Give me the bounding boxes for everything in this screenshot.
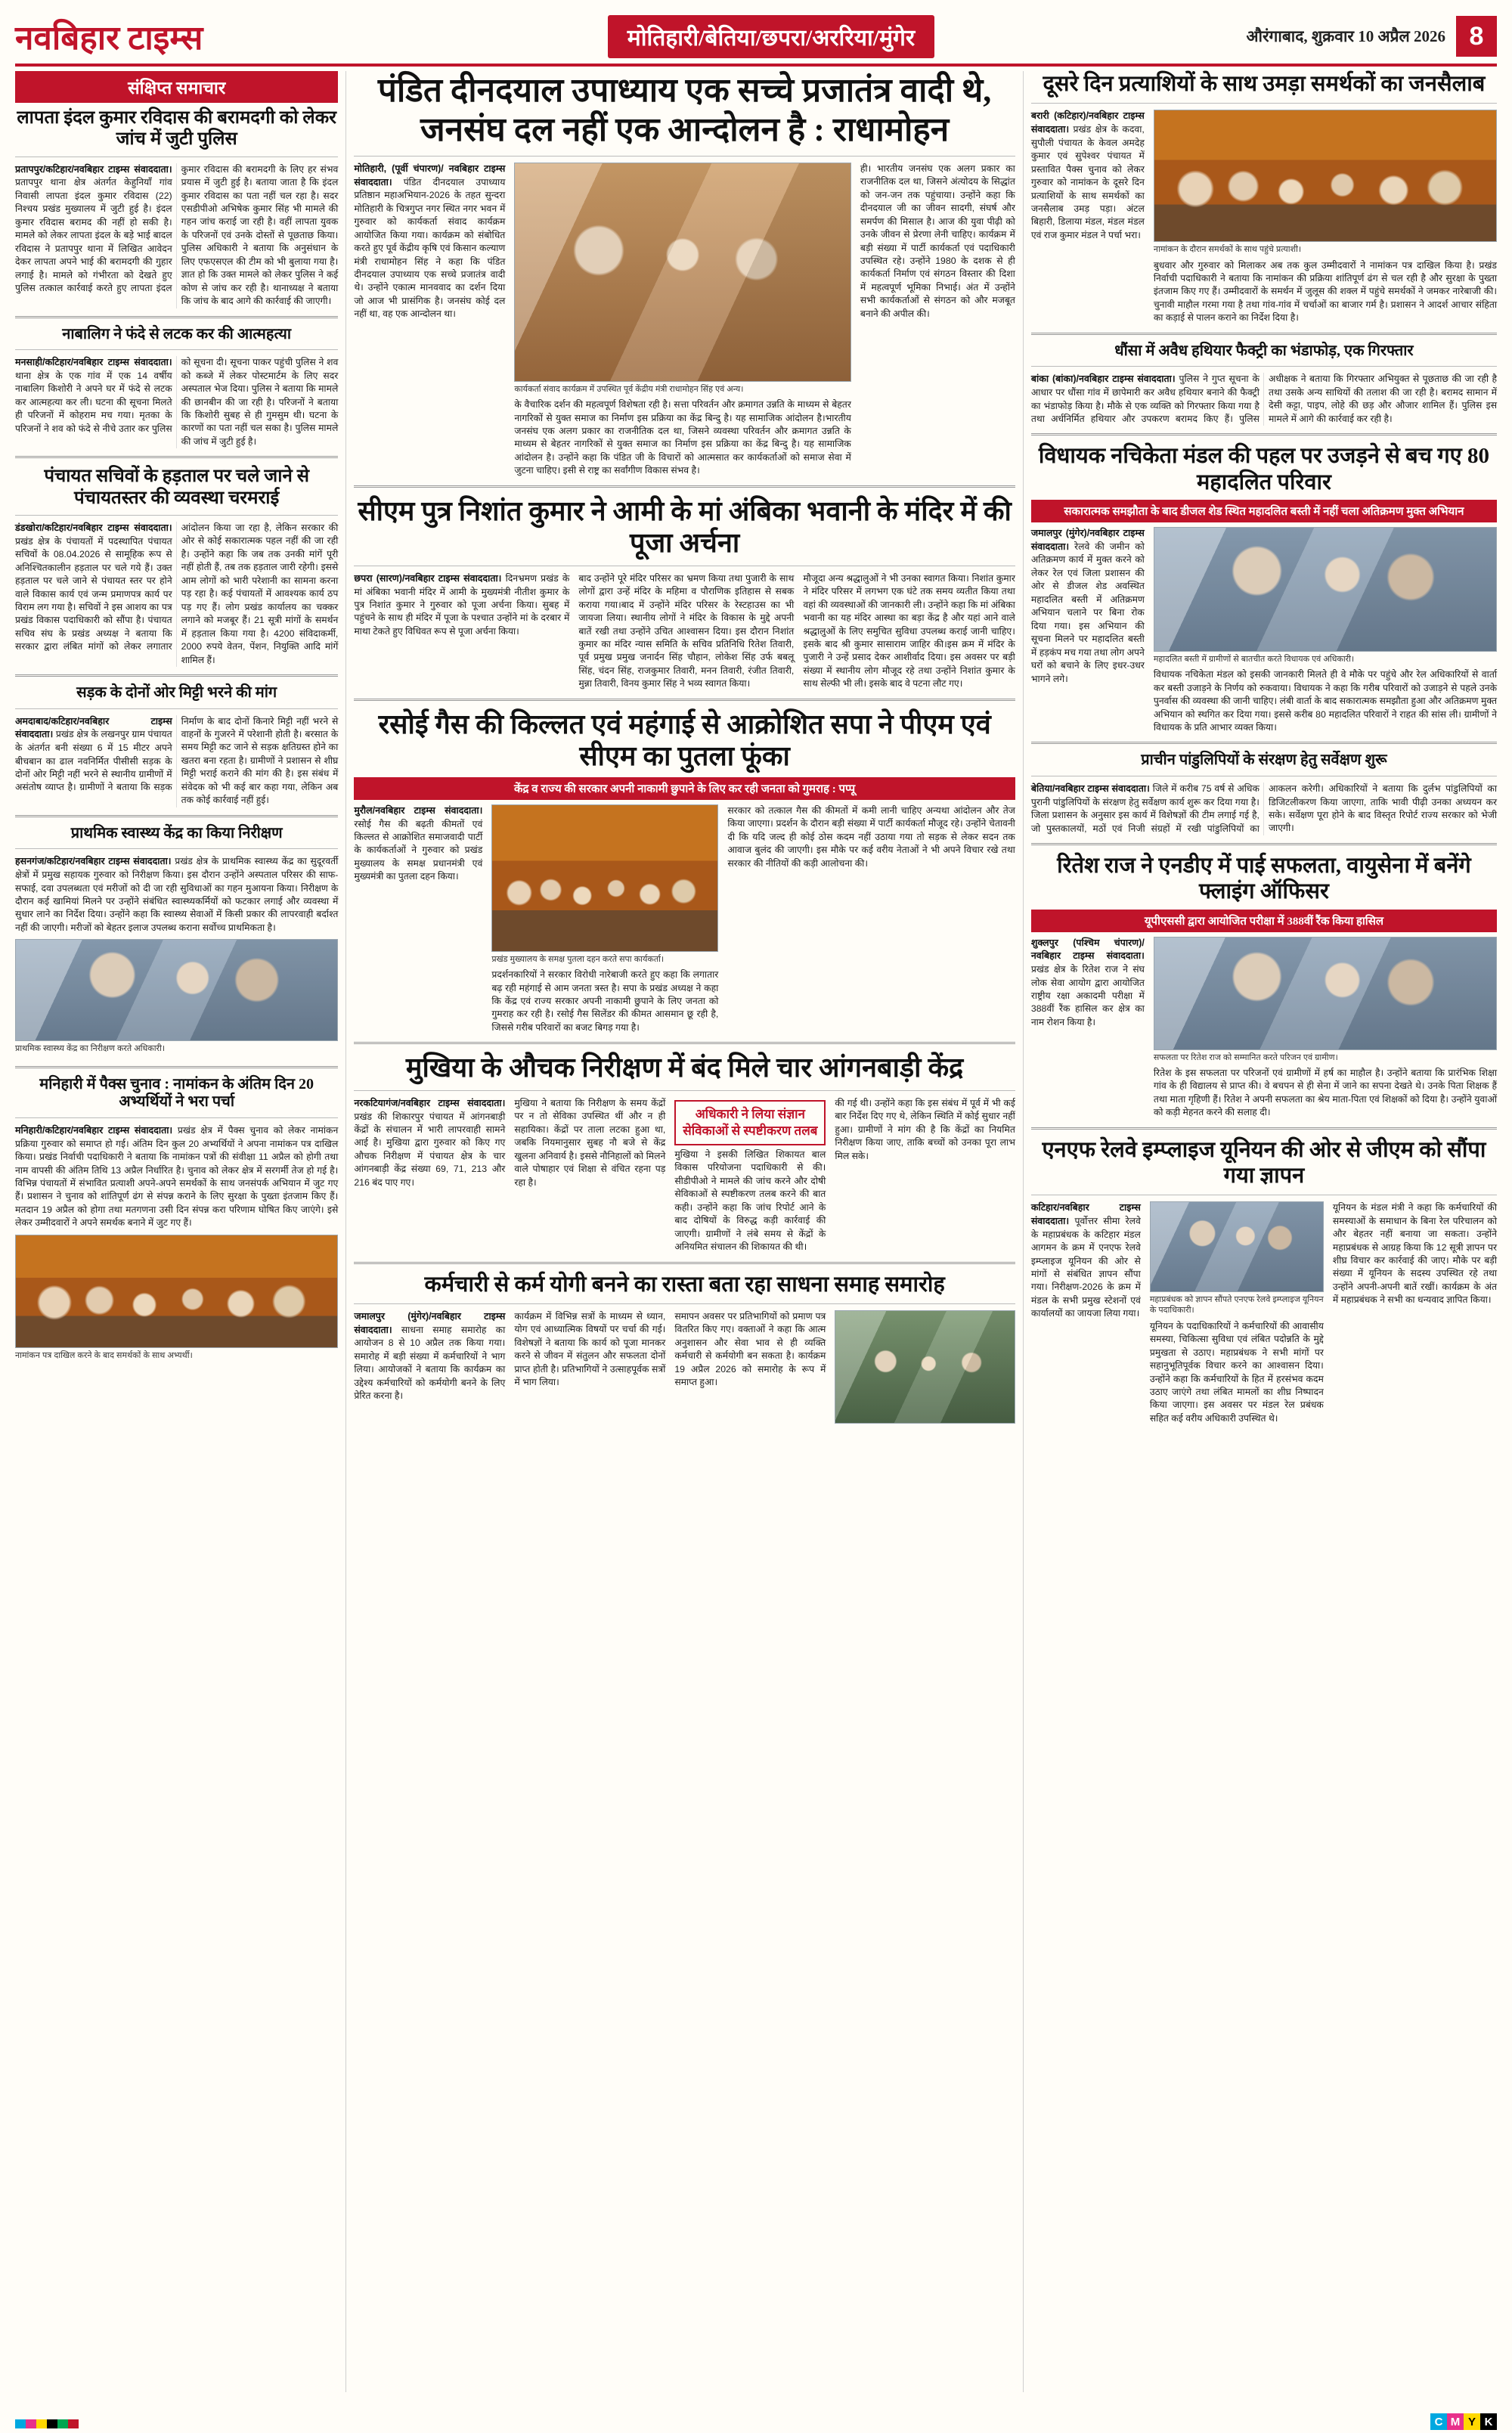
r6-photo-wrap: [1150, 1201, 1324, 1425]
edition-badge: मोतिहारी/बेतिया/छपरा/अररिया/मुंगेर: [608, 15, 934, 58]
photo-caption: महादलित बस्ती में ग्रामीणों से बातचीत करते विधायक एवं अधिकारी।: [1153, 654, 1355, 664]
headline: नाबालिग ने फंदे से लटक कर की आत्महत्या: [62, 325, 292, 342]
article-body-col-3: मुखिया ने इसकी लिखित शिकायत बाल विकास परियोजना पदाधिकारी से की। सीडीपीओ ने मामले की जांच करने और दोषी सेविकाओं से स्पष्टीकरण तलब करने की बात कही। उन्होंने कहा कि जांच रिपोर्ट आने के बाद दोषियों के विरुद्ध कड़ी कार्रवाई की जाएगी। ग्रामीणों ने लंबे समय से केंद्रों के अनियमित संचालन की शिकायत की थी।: [674, 1149, 826, 1253]
headline: प्राथमिक स्वास्थ्य केंद्र का किया निरीक्षण: [70, 824, 283, 841]
byline: बेतिया/नवबिहार टाइम्स संवाददाता।: [1030, 783, 1150, 795]
article-body-col-3: ही। भारतीय जनसंघ एक अलग प्रकार का राजनीतिक दल था, जिसने अंत्योदय के सिद्धांत को जन-जन तक पहुंचाया। उन्होंने कहा कि दीनदयाल जी का जीवन सादगी, संघर्ष और समर्पण की मिसाल है। आज की युवा पीढ़ी को उनके जीवन से प्रेरणा लेनी चाहिए। कार्यक्रम में बड़ी संख्या में पार्टी कार्यकर्ता एवं पदाधिकारी उपस्थित रहे। उन्होंने 1980 के दशक से ही कार्यकर्ता निर्माण एवं संगठन विस्तार की दिशा में महत्वपूर्ण भूमिका निभाई। अंत में उन्होंने सभी कार्यकर्ताओं से संगठन को और मजबूत बनाने की अपील की।: [860, 163, 1015, 319]
article-kicker: केंद्र व राज्य की सरकार अपनी नाकामी छुपाने के लिए कर रही जनता को गुमराह : पप्पू: [354, 777, 1015, 800]
section-banner-brief-news: संक्षिप्त समाचार: [15, 71, 338, 103]
article-body-col-3: यूनियन के मंडल मंत्री ने कहा कि कर्मचारियों की समस्याओं के समाधान के बिना रेल परिचालन को और बेहतर नहीं बनाया जा सकता। उन्होंने महाप्रबंधक से आग्रह किया कि 12 सूत्री ज्ञापन पर शीघ्र विचार कर कार्रवाई की जाए। मौके पर बड़ी संख्या में यूनियन के सदस्य उपस्थित रहे तथा उन्होंने अपनी-अपनी बातें रखीं। कार्यक्रम के अंत में महाप्रबंधक ने सभी का धन्यवाद ज्ञापित किया।: [1332, 1202, 1498, 1306]
byline: हसनगंज/कटिहार/नवबिहार टाइम्स संवाददाता।: [15, 856, 172, 867]
newspaper-logo: नवबिहार टाइम्स: [15, 20, 203, 57]
photo-caption: नामांकन पत्र दाखिल करने के बाद समर्थकों के साथ अभ्यर्थी।: [15, 1350, 193, 1360]
article-body-col-1: [1031, 1201, 1141, 1425]
article-body-col-1: [354, 804, 482, 1035]
article-road-soil-demand: [15, 684, 338, 807]
article-sadhna-samaroh: [354, 1272, 1015, 1424]
article-kicker: सकारात्मक समझौता के बाद डीजल शेड स्थित महादलित बस्ती में नहीं चला अतिक्रमण मुक्त अभियान: [1031, 500, 1497, 522]
cmyk-m: M: [1447, 2413, 1464, 2430]
masthead: [15, 14, 1497, 67]
article-photo: [1150, 1201, 1324, 1292]
headline: सीएम पुत्र निशांत कुमार ने आमी के मां अंबिका भवानी के मंदिर में की पूजा अर्चना: [358, 495, 1012, 559]
body-paragraph: रसोई गैस की बढ़ती कीमतों एवं किल्लत से आक्रोशित समाजवादी पार्टी के कार्यकर्ताओं ने गुरुवार को प्रखंड मुख्यालय के समक्ष प्रधानमंत्री एवं मुख्यमंत्री का पुतला दहन किया।: [354, 818, 483, 882]
article-body-col-1: [1031, 110, 1145, 325]
column-divider: [1023, 71, 1024, 2392]
edition-container: [378, 14, 1164, 59]
body-paragraph: जिले में करीब 75 वर्ष से अधिक पुरानी पांडुलिपियों के संरक्षण हेतु सर्वेक्षण कार्य शुरू कर दिया गया है। जिला प्रशासन के अनुसार इस कार्य में विशेषज्ञों की टीम लगाई गई है, जो पुस्तकालयों, मठों एवं निजी संग्रहों में रखी पांडुलिपियों का आकलन करेगी। अधिकारियों ने बताया कि दुर्लभ पांडुलिपियों का डिजिटलीकरण किया जाएगा, ताकि भावी पीढ़ी उनका अध्ययन कर सके। सर्वेक्षण पूरा होने के बाद विस्तृत रिपोर्ट राज्य सरकार को भेजी जाएगी।: [1030, 783, 1498, 834]
registration-color-bar: [15, 2419, 79, 2428]
lead-photo-wrap: [514, 163, 851, 478]
body-paragraph: प्रतापपुर थाना क्षेत्र अंतर्गत केहुनियाँ गांव निवासी लापता इंदल कुमार रविदास (22) निश्चय प्रखंड मुख्यालय में जुटी हुई है। इंदल कुमार रविदास बरामद की नहीं हो सकी है। मामले को लेकर लापता इंदल के बड़े भाई बादल रविदास ने प्रतापपुर थाना में लिखित आवेदन देकर लापता अपने भाई की बरामदगी की गुहार लगाई है। मामले को गंभीरता को देखते हुए पुलिस तत्काल कार्रवाई करते हुए लापता इंदल कुमार रविदास की बरामदगी के लिए हर संभव प्रयास में जुटी हुई है। बताया जाता है कि इंदल कुमार रविदास का पता नहीं चल रहा है। सदर एसडीपीओ अभिषेक कुमार सिंह भी मामले की गहन जांच कराई जा रही है। वहीं लापता युवक के परिजनों एवं उनके दोस्तों से पूछताछ किया। पुलिस अधिकारी ने बताया कि अनुसंधान के लिए एफएसएल की टीम को भी बुलाया गया है।ज्ञात हो कि उक्त मामले को लेकर पुलिस ने कई कोण से जांच कर रही है। थानाध्यक्ष ने बताया कि जांच के बाद आगे की कार्रवाई की जाएगी।: [15, 163, 339, 307]
article-photo: [1154, 937, 1497, 1050]
byline: बांका (बांका)/नवबिहार टाइम्स संवाददाता।: [1030, 373, 1176, 385]
m3-photo-wrap: [491, 804, 718, 1035]
article-body: [15, 715, 338, 807]
article-body-col-2: यूनियन के पदाधिकारियों ने कर्मचारियों की आवासीय समस्या, चिकित्सा सुविधा एवं लंबित पदोन्नति के मुद्दे प्रमुखता से उठाए। महाप्रबंधक ने सभी मांगों पर सहानुभूतिपूर्वक विचार करने का आश्वासन दिया। उन्होंने कहा कि कर्मचारियों के हित में हरसंभव कदम उठाए जाएंगे तथा लंबित मामलों का शीघ्र निष्पादन किया जाएगा। इस अवसर पर मंडल रेल प्रबंधक सहित कई वरीय अधिकारी उपस्थित थे।: [1149, 1320, 1324, 1424]
article-kicker: यूपीएससी द्वारा आयोजित परीक्षा में 388वीं रैंक किया हासिल: [1031, 910, 1497, 932]
r2-photo-wrap: [1154, 527, 1497, 735]
body-paragraph: दिनभ्रमण प्रखंड के मां अंबिका भवानी मंदिर में आमी के मुख्यमंत्री नीतीश कुमार के पुत्र निशांत कुमार ने गुरुवार को पूजा अर्चना किया। सुबह में पहुंचने के साथ ही मंदिर में पूजा के पश्चात उन्होंने मां के दरबार में माथा टेकते हुए विधिवत रूप से पूजा अर्चना किया।: [354, 572, 570, 637]
body-paragraph: प्रखंड क्षेत्र के प्राथमिक स्वास्थ्य केंद्र का सुदूरवर्ती क्षेत्रों में प्रमुख सहायक गुरुवार को निरीक्षण किया। इस दौरान उन्होंने अस्पताल परिसर की साफ-सफाई, दवा उपलब्धता एवं मरीजों को दी जा रही सुविधाओं का गहन मुआयना किया। निरीक्षण के दौरान कई खामियां मिलने पर उन्होंने संबंधित स्वास्थ्यकर्मियों को फटकार लगाई और व्यवस्था में सुधार लाने का निर्देश दिया। उन्होंने कहा कि स्वास्थ्य सेवाओं में किसी प्रकार की लापरवाही बर्दाश्त नहीं की जाएगी। मरीजों को बेहतर इलाज उपलब्ध कराना सर्वोच्च प्राथमिकता है।: [15, 856, 339, 933]
body-paragraph: साधना समाह समारोह का आयोजन 8 से 10 अप्रैल तक किया गया। समारोह में बड़ी संख्या में कर्मचारियों ने भाग लिया। आयोजकों ने बताया कि कार्यक्रम का उद्देश्य कर्मचारियों को कर्मयोगी बनने के लिए प्रेरित करना है।: [354, 1324, 506, 1402]
masthead-right: [1164, 14, 1497, 59]
body-paragraph: पुलिस ने गुप्त सूचना के आधार पर धौंसा गांव में छापेमारी कर अवैध हथियार बनाने की फैक्ट्री का भंडाफोड़ किया है। मौके से एक व्यक्ति को गिरफ्तार किया गया है तथा अर्धनिर्मित हथियार और उपकरण बरामद किए हैं। पुलिस अधीक्षक ने बताया कि गिरफ्तार अभियुक्त से पूछताछ की जा रही है तथा उसके अन्य साथियों की तलाश की जा रही है। बरामद सामान में देसी कट्टा, पाइप, लोहे की छड़ और औजार शामिल हैं। पुलिस इस मामले में आगे की कार्रवाई कर रही है।: [1030, 373, 1498, 425]
byline: जमालपुर (मुंगेर)/नवबिहार टाइम्स संवाददाता।: [1030, 527, 1145, 552]
photo-caption: नामांकन के दौरान समर्थकों के साथ पहुंचे प्रत्याशी।: [1153, 245, 1302, 255]
r6-body-grid: [1031, 1201, 1497, 1425]
article-photo: [15, 939, 338, 1041]
byline: जमालपुर (मुंगेर)/नवबिहार टाइम्स संवाददाता।: [354, 1310, 506, 1335]
article-photo: [15, 1235, 338, 1348]
article-body: [1031, 783, 1497, 835]
body-paragraph: पूर्वोत्तर सीमा रेलवे के महाप्रबंधक के कटिहार मंडल आगमन के क्रम में एनएफ रेलवे इम्प्लाइज यूनियन की ओर से मांगों से संबंधित ज्ञापन सौंपा गया। निरीक्षण-2026 के क्रम में मंडल के सभी प्रमुख स्टेशनों एवं कार्यालयों का जायजा लिया गया।: [1030, 1215, 1141, 1319]
article-nda-success: [1031, 853, 1497, 1120]
article-minor-suicide: [15, 326, 338, 449]
column-middle: [354, 71, 1015, 2392]
headline: पंडित दीनदयाल उपाध्याय एक सच्चे प्रजातंत्र वादी थे, जनसंघ दल नहीं एक आन्दोलन है : राधामोहन: [377, 72, 992, 148]
body-paragraph: थाना क्षेत्र के एक गांव में एक 14 वर्षीय नाबालिग किशोरी ने अपने घर में फंदे से लटक कर आत्महत्या कर ली। घटना की सूचना मिलते ही परिजनों में कोहराम मच गया। मृतका के परिजनों ने शव को फंदे से नीचे उतार कर पुलिस को सूचना दी। सूचना पाकर पहुंची पुलिस ने शव को कब्जे में लेकर पोस्टमार्टम के लिए सदर अस्पताल भेज दिया। पुलिस ने बताया कि मामले की छानबीन की जा रही है। परिजनों ने बताया कि किशोरी सुबह से ही गुमसुम थी। घटना के कारणों का पता नहीं चल सका है। पुलिस मामले की जांच में जुटी हुई है।: [15, 357, 339, 447]
dateline: औरंगाबाद, शुक्रवार 10 अप्रैल 2026: [1246, 27, 1445, 45]
column-left: [15, 71, 338, 2392]
article-body-col-2: के वैचारिक दर्शन की महत्वपूर्ण विशेषता रही है। सत्ता परिवर्तन और क्रमागत उन्नति के माध्यम से बेहतर नागरिकों से युक्त समाज का निर्माण इस प्रक्रिया का केंद्र बिन्दु है। यह सामाजिक आंदोलन है।भारतीय जनसंघ एक अलग प्रकार का राजनीतिक दल था, जिसने व्यवस्था परिवर्तन और क्रमागत उन्नति के माध्यम से बेहतर नागरिकों से युक्त समाज का निर्माण इस प्रक्रिया का केंद्र बिन्दु है। यह सामाजिक आंदोलन है। उन्होंने कहा कि पंडित जी के विचारों को आत्मसात कर कार्यकर्ताओं को समाज सेवा में जुटना चाहिए। इसी से राष्ट्र का सर्वांगीण विकास संभव है।: [514, 399, 851, 476]
article-body-col-1: [1031, 527, 1145, 735]
article-kicker: अधिकारी ने लिया संज्ञान सेविकाओं से स्पष्टीकरण तलब: [674, 1100, 826, 1145]
headline: पंचायत सचिवों के हड़ताल पर चले जाने से पंचायतस्तर की व्यवस्था चरमराई: [44, 466, 309, 508]
headline: रसोई गैस की किल्लत एवं महंगाई से आक्रोशित सपा ने पीएम एवं सीएम का पुतला फूंका: [378, 708, 991, 772]
byline: नरकटियागंज/नवबिहार टाइम्स संवाददाता।: [354, 1097, 506, 1108]
byline: मोतिहारी, (पूर्वी चंपारण)/ नवबिहार टाइम्स संवाददाता।: [354, 163, 506, 188]
byline: मुरौल/नवबिहार टाइम्स संवाददाता।: [354, 804, 483, 816]
headline: लापता इंदल कुमार रविदास की बरामदगी को लेकर जांच में जुटी पुलिस: [17, 108, 336, 150]
article-candidates-rally: [1031, 71, 1497, 325]
column-right: [1031, 71, 1497, 2392]
body-paragraph: पंडित दीनदयाल उपाध्याय प्रतिष्ठान महाअभियान-2026 के तहत सुन्दरा मोतिहारी के चित्रगुप्त नगर स्थित नगर भवन में गुरुवार को कार्यकर्ता संवाद कार्यक्रम आयोजित किया गया। कार्यक्रम को संबोधित करते हुए पूर्व केंद्रीय कृषि एवं किसान कल्याण मंत्री राधामोहन सिंह ने कहा कि पंडित दीनदयाल उपाध्याय एक सच्चे प्रजातंत्र वादी थे। उन्होंने एकात्म मानववाद का दर्शन दिया जो आज भी प्रासंगिक है। जनसंघ कोई दल नहीं था, वह एक आन्दोलन था।: [354, 176, 506, 320]
article-body-col-1: [354, 163, 505, 478]
article-body: [15, 356, 338, 448]
article-body: [15, 522, 338, 667]
headline: कर्मचारी से कर्म योगी बनने का रास्ता बता रहा साधना समाह समारोह: [424, 1272, 945, 1297]
headline: मुखिया के औचक निरीक्षण में बंद मिले चार आंगनबाड़ी केंद्र: [405, 1052, 964, 1083]
article-body-col-1: [354, 572, 569, 691]
headline: दूसरे दिन प्रत्याशियों के साथ उमड़ा समर्थकों का जनसैलाब: [1043, 72, 1486, 96]
article-body-col-2: विधायक नचिकेता मंडल को इसकी जानकारी मिलते ही वे मौके पर पहुंचे और रेल अधिकारियों से वार्ता कर बस्ती उजाड़ने के निर्णय को रुकवाया। विधायक ने कहा कि गरीब परिवारों को उजाड़ने से पहले उनके पुनर्वास की व्यवस्था की जानी चाहिए। लंबी वार्ता के बाद सकारात्मक समझौता हुआ और अतिक्रमण मुक्त अभियान को स्थगित कर दिया गया। इससे करीब 80 महादलित परिवारों ने राहत की सांस ली। ग्रामीणों ने विधायक के प्रति आभार व्यक्त किया।: [1153, 669, 1498, 733]
headline: विधायक नचिकेता मंडल की पहल पर उजड़ने से बच गए 80 महादलित परिवार: [1038, 444, 1489, 494]
article-body-col-1: [1031, 937, 1145, 1120]
photo-caption: प्राथमिक स्वास्थ्य केंद्र का निरीक्षण करते अधिकारी।: [15, 1044, 166, 1054]
body-paragraph: प्रखंड क्षेत्र में पैक्स चुनाव को लेकर नामांकन प्रक्रिया गुरुवार को समाप्त हो गई। अंतिम दिन कुल 20 अभ्यर्थियों ने अपना नामांकन पत्र दाखिल किया। प्रखंड निर्वाची पदाधिकारी ने बताया कि नामांकन पत्रों की संवीक्षा 11 अप्रैल को होगी तथा नाम वापसी की अंतिम तिथि 13 अप्रैल निर्धारित है। चुनाव को लेकर क्षेत्र में सरगर्मी तेज हो गई है। विभिन्न पंचायतों में संभावित प्रत्याशी अपने-अपने समर्थकों के साथ जनसंपर्क अभियान में जुट गए हैं। प्रशासन ने चुनाव को शांतिपूर्ण ढंग से संपन्न कराने के लिए सुरक्षा के पुख्ता इंतजाम किए हैं। मतदान 19 अप्रैल को होगा तथा मतगणना उसी दिन संपन्न करा परिणाम घोषित किए जाएंगे। इसे लेकर उम्मीदवारों ने अपने समर्थक बनाने में जुट गए हैं।: [15, 1124, 339, 1229]
r5-photo-wrap: [1154, 937, 1497, 1120]
m4-kicker-wrap: [674, 1097, 826, 1254]
article-body: [15, 855, 338, 934]
m2-body-grid: [354, 572, 1015, 691]
body-paragraph: रेलवे की जमीन को अतिक्रमण कार्य में मुक्त करने को लेकर रेल एवं जिला प्रशासन की ओर से डीजल शेड अवस्थित महादलित बस्ती में अतिक्रमण अभियान चलाने पर बिना रोक दिया गया। इस अभियान की सूचना मिलने पर महादलित बस्ती में हड़कंप मच गया तथा लोग अपने घरों को बचाने के लिए इधर-उधर भागने लगे।: [1030, 541, 1145, 684]
article-photo: [1154, 110, 1497, 242]
byline: बरारी (कटिहार)/नवबिहार टाइम्स संवाददाता।: [1030, 110, 1145, 135]
lead-body-grid: [354, 163, 1015, 478]
headline: धौंसा में अवैध हथियार फैक्ट्री का भंडाफोड़, एक गिरफ्तार: [1114, 342, 1414, 359]
cmyk-marks: [1430, 2413, 1497, 2430]
article-body-col-2: प्रदर्शनकारियों ने सरकार विरोधी नारेबाजी करते हुए कहा कि लगातार बढ़ रही महंगाई से आम जनता त्रस्त है। सपा के प्रखंड अध्यक्ष ने कहा कि केंद्र एवं राज्य सरकार अपनी नाकामी छुपाने के लिए जनता को गुमराह कर रही है। रसोई गैस सिलेंडर की कीमत आसमान छू रही है, जिससे गरीब परिवारों का बजट बिगड़ गया है।: [491, 969, 719, 1033]
article-body-col-1: [354, 1097, 505, 1254]
article-nishant-temple: [354, 495, 1015, 691]
article-photo: [1154, 527, 1497, 652]
article-pacs-election: [15, 1076, 338, 1365]
column-divider: [345, 71, 346, 2392]
article-missing-person: [15, 107, 338, 308]
body-paragraph: प्रखंड क्षेत्र के पंचायतों में पदस्थापित पंचायत सचिवों के 08.04.2026 से सामूहिक रूप से अनिश्चितकालीन हड़ताल पर चले गये हैं। उक्त हड़ताल पर चले जाने से पंचायत स्तर पर होने वाले विकास कार्य एवं जन्म प्रमाणपत्र कार्य पर विराम लग गया है। सचिवों ने इस आशय का पत्र प्रखंड विकास पदाधिकारी को सौंपा है। पंचायत सचिव संघ के प्रखंड अध्यक्ष ने बताया कि सरकार द्वारा लंबित मांगों को लेकर लगातार आंदोलन किया जा रहा है, लेकिन सरकार की ओर से कोई सकारात्मक पहल नहीं की जा रही है। उन्होंने कहा कि जब तक उनकी मांगें पूरी नहीं होती हैं, तब तक हड़ताल जारी रहेगी। इससे आम लोगों को भारी परेशानी का सामना करना पड़ रहा है। कई पंचायतों में आवश्यक कार्य ठप पड़ गए हैं। लोग प्रखंड कार्यालय का चक्कर लगाने को मजबूर हैं। 21 सूत्री मांगों के समर्थन में हड़ताल किया गया है। 4200 संविदाकर्मी, 2000 रुपये वेतन, पेंशन, नियुक्ति आदि मांगें शामिल हैं।: [15, 522, 339, 665]
body-paragraph: प्रखंड क्षेत्र के रितेश राज ने संघ लोक सेवा आयोग द्वारा आयोजित राष्ट्रीय रक्षा अकादमी परीक्षा में 388वीं रैंक हासिल कर क्षेत्र का नाम रोशन किया है।: [1030, 964, 1145, 1027]
cmyk-y: Y: [1464, 2413, 1480, 2430]
byline: मनिहारी/कटिहार/नवबिहार टाइम्स संवाददाता।: [15, 1124, 173, 1136]
r1-photo-wrap: [1154, 110, 1497, 325]
article-photo: [491, 804, 718, 952]
article-body: [15, 1124, 338, 1230]
article-body-col-2: रितेश के इस सफलता पर परिजनों एवं ग्रामीणों में हर्ष का माहौल है। उन्होंने बताया कि प्रारंभिक शिक्षा गांव के ही विद्यालय से प्राप्त की। वे बचपन से ही सेना में जाने का सपना देखते थे। उनके पिता शिक्षक हैं तथा माता गृहिणी हैं। रितेश ने अपनी सफलता का श्रेय माता-पिता एवं शिक्षकों को दिया है। उन्होंने युवाओं को कड़ी मेहनत करने की सलाह दी।: [1153, 1067, 1498, 1118]
article-body-col-2: बाद उन्होंने पूरे मंदिर परिसर का भ्रमण किया तथा पुजारी के साथ लोगों द्वारा उन्हें मंदिर के महिमा व पौराणिक इतिहास से सबक कराया गया।बाद में उन्होंने मंदिर परिसर के रेस्टहाउस का भी जायजा लिया। स्थानीय लोगों ने मंदिर के विकास के मुद्दे अपनी बातें रखी तथा उन्होंने उचित आश्वासन दिया। इस दौरान निशांत कुमार का मंदिर न्यास समिति के सचिव प्रतिनिधि रितेश तिवारी, पूर्व प्रमुख प्रमुख जनार्दन सिंह चौहान, लोकेश सिंह उर्फ बबलू सिंह, चंदन सिंह, राजकुमार तिवारी, मनन तिवारी, रंजीत तिवारी, मुन्ना तिवारी, विनय कुमार सिंह ने भव्य स्वागत किया।: [578, 572, 795, 690]
article-phc-inspection: [15, 825, 338, 1058]
byline: शुक्लपुर (पश्चिम चंपारण)/ नवबिहार टाइम्स संवाददाता।: [1030, 937, 1145, 962]
cmyk-c: C: [1430, 2413, 1447, 2430]
body-paragraph: प्रखंड की शिकारपुर पंचायत में आंगनबाड़ी केंद्रों के संचालन में भारी लापरवाही सामने आई है। मुखिया द्वारा गुरुवार को किए गए औचक निरीक्षण में पंचायत क्षेत्र के चार आंगनबाड़ी केंद्र संख्या 69, 71, 213 और 216 बंद पाए गए।: [354, 1111, 506, 1188]
byline: छपरा (सारण)/नवबिहार टाइम्स संवाददाता।: [354, 572, 502, 584]
byline: अमदाबाद/कटिहार/नवबिहार टाइम्स संवाददाता।: [15, 715, 172, 740]
body-paragraph: प्रखंड क्षेत्र के लखनपुर ग्राम पंचायत के अंतर्गत बनी संख्या 6 में 15 मीटर अपने बीचबान का ढाल नवनिर्मित पीसीसी सड़क के दोनों ओर मिट्टी नहीं भरने से स्थानीय ग्रामीणों में असंतोष व्याप्त है। ग्रामीणों ने बताया कि सड़क निर्माण के बाद दोनों किनारे मिट्टी नहीं भरने से वाहनों के गुजरने में परेशानी होती है। बरसात के समय मिट्टी कट जाने से सड़क क्षतिग्रस्त होने का खतरा बना रहता है। ग्रामीणों ने प्रशासन से शीघ्र मिट्टी भराई कराने की मांग की है। इस संबंध में संवेदक को भी कई बार कहा गया, लेकिन अब तक कोई कार्रवाई नहीं हुई।: [15, 715, 339, 806]
page-number: 8: [1456, 16, 1497, 57]
byline: डंडखोरा/कटिहार/नवबिहार टाइम्स संवाददाता।: [15, 522, 172, 533]
article-photo: [835, 1310, 1015, 1424]
photo-caption: प्रखंड मुख्यालय के समक्ष पुतला दहन करते सपा कार्यकर्ता।: [491, 954, 665, 964]
article-body-col-3: मौजूदा अन्य श्रद्धालुओं ने भी उनका स्वागत किया। निशांत कुमार ने मंदिर परिसर में लगभग एक घंटे तक समय व्यतीत किया तथा वहां की व्यवस्थाओं की जानकारी ली। उन्होंने कहा कि मां अंबिका भवानी का यह मंदिर आस्था का बड़ा केंद्र है और यहां आने वाले श्रद्धालुओं के लिए समुचित सुविधा उपलब्ध कराई जानी चाहिए। इसके बाद श्री कुमार सासाराम जाहिर की।इस क्रम में मंदिर के पुजारी ने उन्हें प्रसाद देकर आशीर्वाद दिया। इस अवसर पर बड़ी संख्या में स्थानीय लोग मौजूद रहे तथा उन्होंने निशांत कुमार के साथ सेल्फी भी ली। इसके बाद वे पटना लौट गए।: [803, 572, 1015, 690]
r2-body-grid: [1031, 527, 1497, 735]
article-body: [1031, 373, 1497, 426]
article-manuscript-survey: [1031, 752, 1497, 835]
photo-caption: महाप्रबंधक को ज्ञापन सौंपते एनएफ रेलवे इम्प्लाइज यूनियन के पदाधिकारी।: [1149, 1295, 1324, 1316]
article-anganwadi-inspection: [354, 1052, 1015, 1254]
page-grid: [15, 71, 1497, 2392]
article-body-col-1: [354, 1310, 505, 1424]
headline: मनिहारी में पैक्स चुनाव : नामांकन के अंतिम दिन 20 अभ्यर्थियों ने भरा पर्चा: [39, 1075, 314, 1111]
body-paragraph: प्रखंड क्षेत्र के कदवा, सुपौली पंचायत के केवल अमदेह कुमार एवं सुपेश्वर पंचायत में प्रस्तावित पैक्स चुनाव को लेकर गुरुवार को नामांकन के दूसरे दिन प्रत्याशियों के साथ समर्थकों का जनसैलाब उमड़ पड़ा। अंटल बिहारी, डिलाया मंडल, मंडल मंडल एवं राज कुमार मंडल ने पर्चा भरा।: [1030, 123, 1145, 240]
cmyk-k: K: [1480, 2413, 1497, 2430]
byline: मनसाही/कटिहार/नवबिहार टाइम्स संवाददाता।: [15, 357, 172, 368]
headline: सड़क के दोनों ओर मिट्टी भरने की मांग: [76, 683, 277, 701]
photo-caption: सफलता पर रितेश राज को सम्मानित करते परिजन एवं ग्रामीण।: [1153, 1052, 1338, 1062]
article-railway-union-memorandum: [1031, 1137, 1497, 1426]
byline: कटिहार/नवबिहार टाइम्स संवाददाता।: [1030, 1202, 1141, 1226]
m4-body-grid: [354, 1097, 1015, 1254]
article-photo: [514, 163, 851, 382]
article-body-col-3: समापन अवसर पर प्रतिभागियों को प्रमाण पत्र वितरित किए गए। वक्ताओं ने कहा कि आत्म अनुशासन और सेवा भाव से ही व्यक्ति कर्मचारी से कर्मयोगी बन सकता है। कार्यक्रम 19 अप्रैल 2026 को समारोह के रूप में समाप्त हुआ।: [674, 1310, 826, 1388]
article-body-col-2: मुखिया ने बताया कि निरीक्षण के समय केंद्रों पर न तो सेविका उपस्थित थीं और न ही सहायिका। केंद्रों पर ताला लटका हुआ था, जबकि नियमानुसार सुबह नौ बजे से केंद्र खुलना अनिवार्य है। इससे नौनिहालों को मिलने वाले पोषाहार एवं शिक्षा से वंचित रहना पड़ रहा है।: [514, 1097, 666, 1188]
m5-body-grid: [354, 1310, 1015, 1424]
r5-body-grid: [1031, 937, 1497, 1120]
m3-body-grid: [354, 804, 1015, 1035]
article-body-col-4: की गई थी। उन्होंने कहा कि इस संबंध में पूर्व में भी कई बार निर्देश दिए गए थे, लेकिन स्थिति में कोई सुधार नहीं हुआ। ग्रामीणों ने मांग की है कि केंद्रों का नियमित निरीक्षण किया जाए, ताकि बच्चों को उनका पूरा लाभ मिल सके।: [835, 1097, 1015, 1161]
article-body-col-3: सरकार को तत्काल गैस की कीमतों में कमी लानी चाहिए अन्यथा आंदोलन और तेज किया जाएगा। प्रदर्शन के दौरान बड़ी संख्या में पार्टी कार्यकर्ता मौजूद रहे। उन्होंने चेतावनी दी कि यदि जल्द ही कोई ठोस कदम नहीं उठाया गया तो सड़क से लेकर सदन तक आवाज बुलंद की जाएगी। इस मौके पर कई वरीय नेताओं ने भी अपने विचार रखे तथा सरकार की नीतियों की कड़ी आलोचना की।: [727, 804, 1015, 869]
byline: प्रतापपुर/कटिहार/नवबिहार टाइम्स संवाददाता।: [15, 163, 172, 175]
headline: प्राचीन पांडुलिपियों के संरक्षण हेतु सर्वेक्षण शुरू: [1141, 752, 1387, 769]
headline: रितेश राज ने एनडीए में पाई सफलता, वायुसेना में बनेंगे फ्लाइंग ऑफिसर: [1057, 854, 1471, 904]
m5-photo-wrap: [835, 1310, 1015, 1424]
headline: एनएफ रेलवे इम्प्लाइज यूनियन की ओर से जीएम को सौंपा गया ज्ञापन: [1042, 1137, 1486, 1188]
article-body-col-2: बुधवार और गुरुवार को मिलाकर अब तक कुल उम्मीदवारों ने नामांकन पत्र दाखिल किया है। प्रखंड निर्वाची पदाधिकारी ने बताया कि नामांकन की प्रक्रिया शांतिपूर्ण ढंग से चल रही है और सुरक्षा के पुख्ता इंतजाम किए गए हैं। उम्मीदवारों के समर्थन में जुलूस की शक्ल में पहुंचे समर्थकों ने जमकर नारेबाजी की। चुनावी माहौल गरमा गया है तथा गांव-गांव में चर्चाओं का बाजार गर्म है। प्रशासन ने आदर्श आचार संहिता का कड़ाई से पालन कराने का निर्देश दिया है।: [1153, 259, 1498, 324]
photo-caption: कार्यकर्ता संवाद कार्यक्रम में उपस्थित पूर्व केंद्रीय मंत्री राधामोहन सिंह एवं अन्य।: [514, 384, 744, 394]
article-illegal-arms-factory: [1031, 342, 1497, 426]
article-lpg-protest: [354, 708, 1015, 1035]
article-mahadalit-families: [1031, 443, 1497, 734]
article-body-col-2: कार्यक्रम में विभिन्न सत्रों के माध्यम से ध्यान, योग एवं आध्यात्मिक विषयों पर चर्चा की गई। विशेषज्ञों ने बताया कि कार्य को पूजा मानकर करने से जीवन में संतुलन और सफलता दोनों प्राप्त होती है। प्रतिभागियों ने उत्साहपूर्वक सत्रों में भाग लिया।: [514, 1310, 666, 1388]
article-panchayat-strike: [15, 466, 338, 667]
r1-body-grid: [1031, 110, 1497, 325]
article-body: [15, 163, 338, 308]
article-lead-deendayal: [354, 71, 1015, 478]
